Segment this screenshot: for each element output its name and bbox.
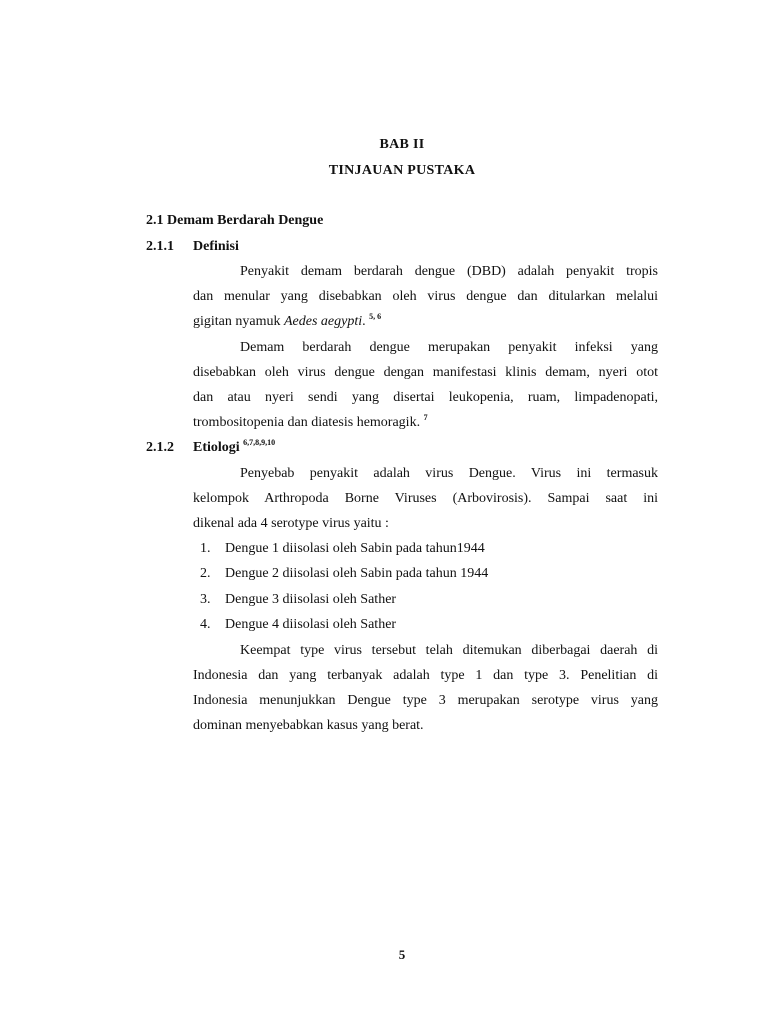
definisi-p2-line4: [193, 415, 428, 431]
subsection-title-etiologi: [193, 440, 275, 456]
reference-superscript: 5, 6: [369, 312, 382, 321]
list-item-number: 1.: [200, 541, 211, 556]
etiologi-p2-line1: Keempat type virus tersebut telah ditemukan diberbagai daerah di: [240, 643, 658, 658]
list-item: Dengue 1 diisolasi oleh Sabin pada tahun1944: [225, 541, 485, 556]
definisi-p2-line3: dan atau nyeri sendi yang disertai leukopenia, ruam, limpadenopati,: [193, 390, 658, 405]
subsection-number-etiologi: 2.1.2: [146, 440, 174, 455]
definisi-p1-line1: Penyakit demam berdarah dengue (DBD) adalah penyakit tropis: [240, 264, 658, 279]
definisi-p1-line3-suffix: .: [362, 314, 370, 329]
list-item: Dengue 4 diisolasi oleh Sather: [225, 617, 397, 632]
definisi-p2-line1: Demam berdarah dengue merupakan penyakit infeksi yang: [240, 340, 658, 355]
reference-superscript: 7: [423, 413, 428, 422]
reference-superscript: 6,7,8,9,10: [243, 438, 276, 447]
definisi-p1-line3-prefix: gigitan nyamuk: [193, 314, 284, 329]
subsection-title-definisi: Definisi: [193, 239, 239, 254]
definisi-p1-line2: dan menular yang disebabkan oleh virus dengue dan ditularkan melalui: [193, 289, 658, 304]
list-item: Dengue 3 diisolasi oleh Sather: [225, 592, 397, 607]
list-item-number: 2.: [200, 566, 211, 581]
section-heading: 2.1 Demam Berdarah Dengue: [146, 213, 324, 228]
etiologi-p1-line1: Penyebab penyakit adalah virus Dengue. Virus ini termasuk: [240, 466, 658, 481]
etiologi-p1-line3: dikenal ada 4 serotype virus yaitu :: [193, 516, 389, 531]
etiologi-p2-line3: Indonesia menunjukkan Dengue type 3 merupakan serotype virus yang: [193, 693, 658, 708]
list-item-number: 3.: [200, 592, 211, 607]
list-item: Dengue 2 diisolasi oleh Sabin pada tahun 1944: [225, 566, 489, 581]
etiologi-p2-line4: dominan menyebabkan kasus yang berat.: [193, 718, 424, 733]
definisi-p2-line2: disebabkan oleh virus dengue dengan manifestasi klinis demam, nyeri otot: [193, 365, 658, 380]
chapter-label: BAB II: [379, 137, 425, 152]
species-name: Aedes aegypti: [284, 314, 363, 329]
page-number: 5: [398, 947, 406, 962]
subsection-number-definisi: 2.1.1: [146, 239, 174, 254]
etiologi-title-text: Etiologi: [193, 440, 244, 455]
list-item-number: 4.: [200, 617, 211, 632]
etiologi-p1-line2: kelompok Arthropoda Borne Viruses (Arbovirosis). Sampai saat ini: [193, 491, 658, 506]
etiologi-p2-line2: Indonesia dan yang terbanyak adalah type 1 dan type 3. Penelitian di: [193, 668, 658, 683]
chapter-title: TINJAUAN PUSTAKA: [328, 163, 476, 178]
definisi-p2-line4-text: trombositopenia dan diatesis hemoragik.: [193, 415, 424, 430]
definisi-p1-line3: [193, 314, 381, 330]
